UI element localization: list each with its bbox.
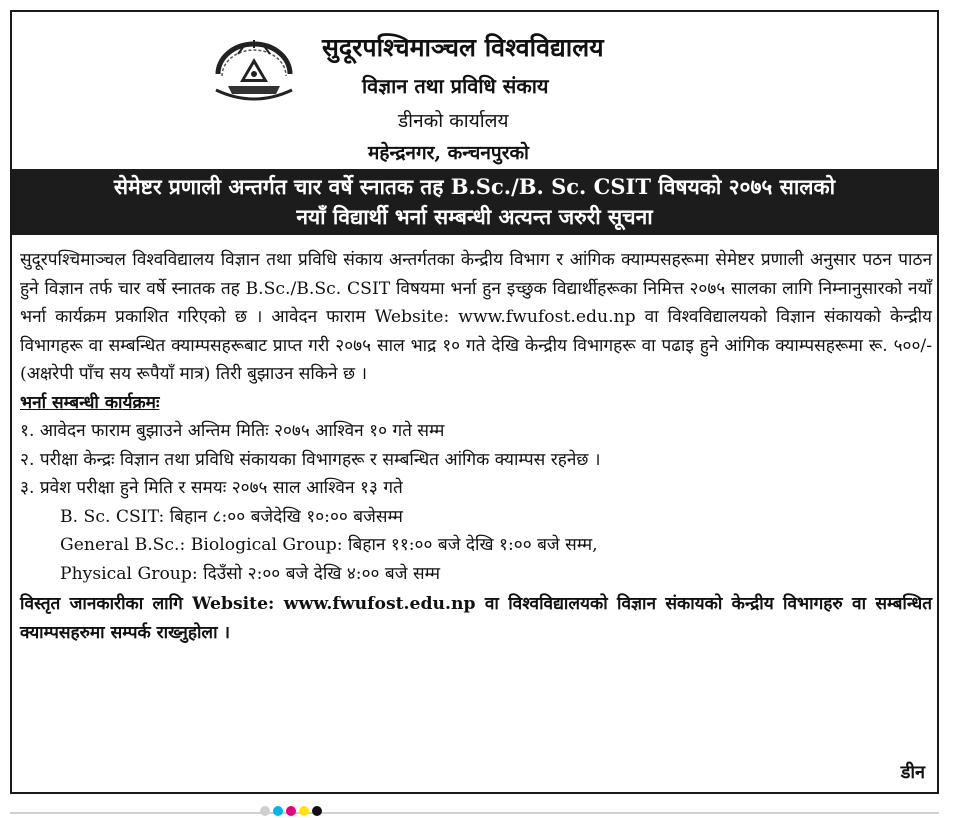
notice-title-banner [12, 169, 937, 235]
banner-line-1: सेमेष्टर प्रणाली अन्तर्गत चार वर्षे स्नातक तह B.Sc./B. Sc. CSIT विषयको २०७५ सालको [113, 174, 836, 199]
notice-header [12, 12, 937, 168]
print-mark-yellow [299, 806, 309, 816]
notice-frame [10, 10, 939, 794]
schedule-heading: भर्ना सम्बन्धी कार्यक्रमः [20, 392, 160, 413]
schedule-item-3: ३. प्रवेश परीक्षा हुने मिति र समयः २०७५ साल आश्विन १३ गते [20, 478, 403, 498]
university-logo-icon [208, 34, 300, 108]
closing-paragraph: विस्तृत जानकारीका लागि Website: www.fwufost.edu.np वा विश्वविद्यालयको विज्ञान संकायको केन्द्रीय विभागहरु वा सम्बन्धित क्याम्पसहरुमा सम्पर्क राख्नुहोला । [20, 594, 932, 643]
print-color-marks [260, 806, 322, 818]
office-name: डीनको कार्यालय [398, 110, 509, 132]
office-location: महेन्द्रनगर, कन्चनपुरको [368, 142, 529, 164]
schedule-item-2: २. परीक्षा केन्द्रः विज्ञान तथा प्रविधि संकायका विभागहरू र सम्बन्धित आंगिक क्याम्पस रहनेछ । [20, 449, 601, 470]
bottom-divider [10, 812, 939, 814]
print-mark-black [312, 806, 322, 816]
exam-time-csit: B. Sc. CSIT: बिहान ८:०० बजेदेखि १०:०० बजेसम्म [60, 506, 403, 527]
banner-line-2: नयाँ विद्यार्थी भर्ना सम्बन्धी अत्यन्त जरुरी सूचना [296, 204, 653, 229]
exam-time-biological: General B.Sc.: Biological Group: बिहान ११:०० बजे देखि १:०० बजे सम्म, [60, 535, 598, 555]
faculty-name: विज्ञान तथा प्रविधि संकाय [362, 74, 549, 98]
intro-paragraph: सुदूरपश्चिमाञ्चल विश्वविद्यालय विज्ञान तथा प्रविधि संकाय अन्तर्गतका केन्द्रीय विभाग र आंगिक क्याम्पसहरूमा सेमेष्टर प्रणाली अनुसार पठन पाठन हुने विज्ञान तर्फ चार वर्षे स्नातक तह B.Sc./B.Sc. CSIT विषयमा भर्ना हुन इच्छुक विद्यार्थीहरूका निमित्त २०७५ सालका लागि निम्नानुसारको नयाँ भर्ना कार्यक्रम प्रकाशित गरिएको छ । आवेदन फाराम Website: www.fwufost.edu.np वा विश्वविद्यालयको विज्ञान संकायको केन्द्रीय विभागहरू वा सम्बन्धित क्याम्पसहरूबाट प्राप्त गरी २०७५ साल भाद्र १० गते देखि केन्द्रीय विभागहरू वा पढाइ हुने आंगिक क्याम्पसहरूमा रू. ५००/- (अक्षरेपी पाँच सय रूपैयाँ मात्र) तिरी बुझाउन सकिने छ । [20, 250, 932, 384]
print-mark-magenta [286, 806, 296, 816]
signature-dean: डीन [900, 762, 925, 783]
schedule-item-1: १. आवेदन फाराम बुझाउने अन्तिम मितिः २०७५ आश्विन १० गते सम्म [20, 421, 445, 441]
print-mark-gray [260, 806, 270, 816]
exam-time-physical: Physical Group: दिउँसो २:०० बजे देखि ४:०० बजे सम्म [60, 563, 440, 584]
university-name: सुदूरपश्चिमाञ्चल विश्वविद्यालय [322, 33, 604, 62]
print-mark-cyan [273, 806, 283, 816]
notice-body [20, 246, 932, 647]
